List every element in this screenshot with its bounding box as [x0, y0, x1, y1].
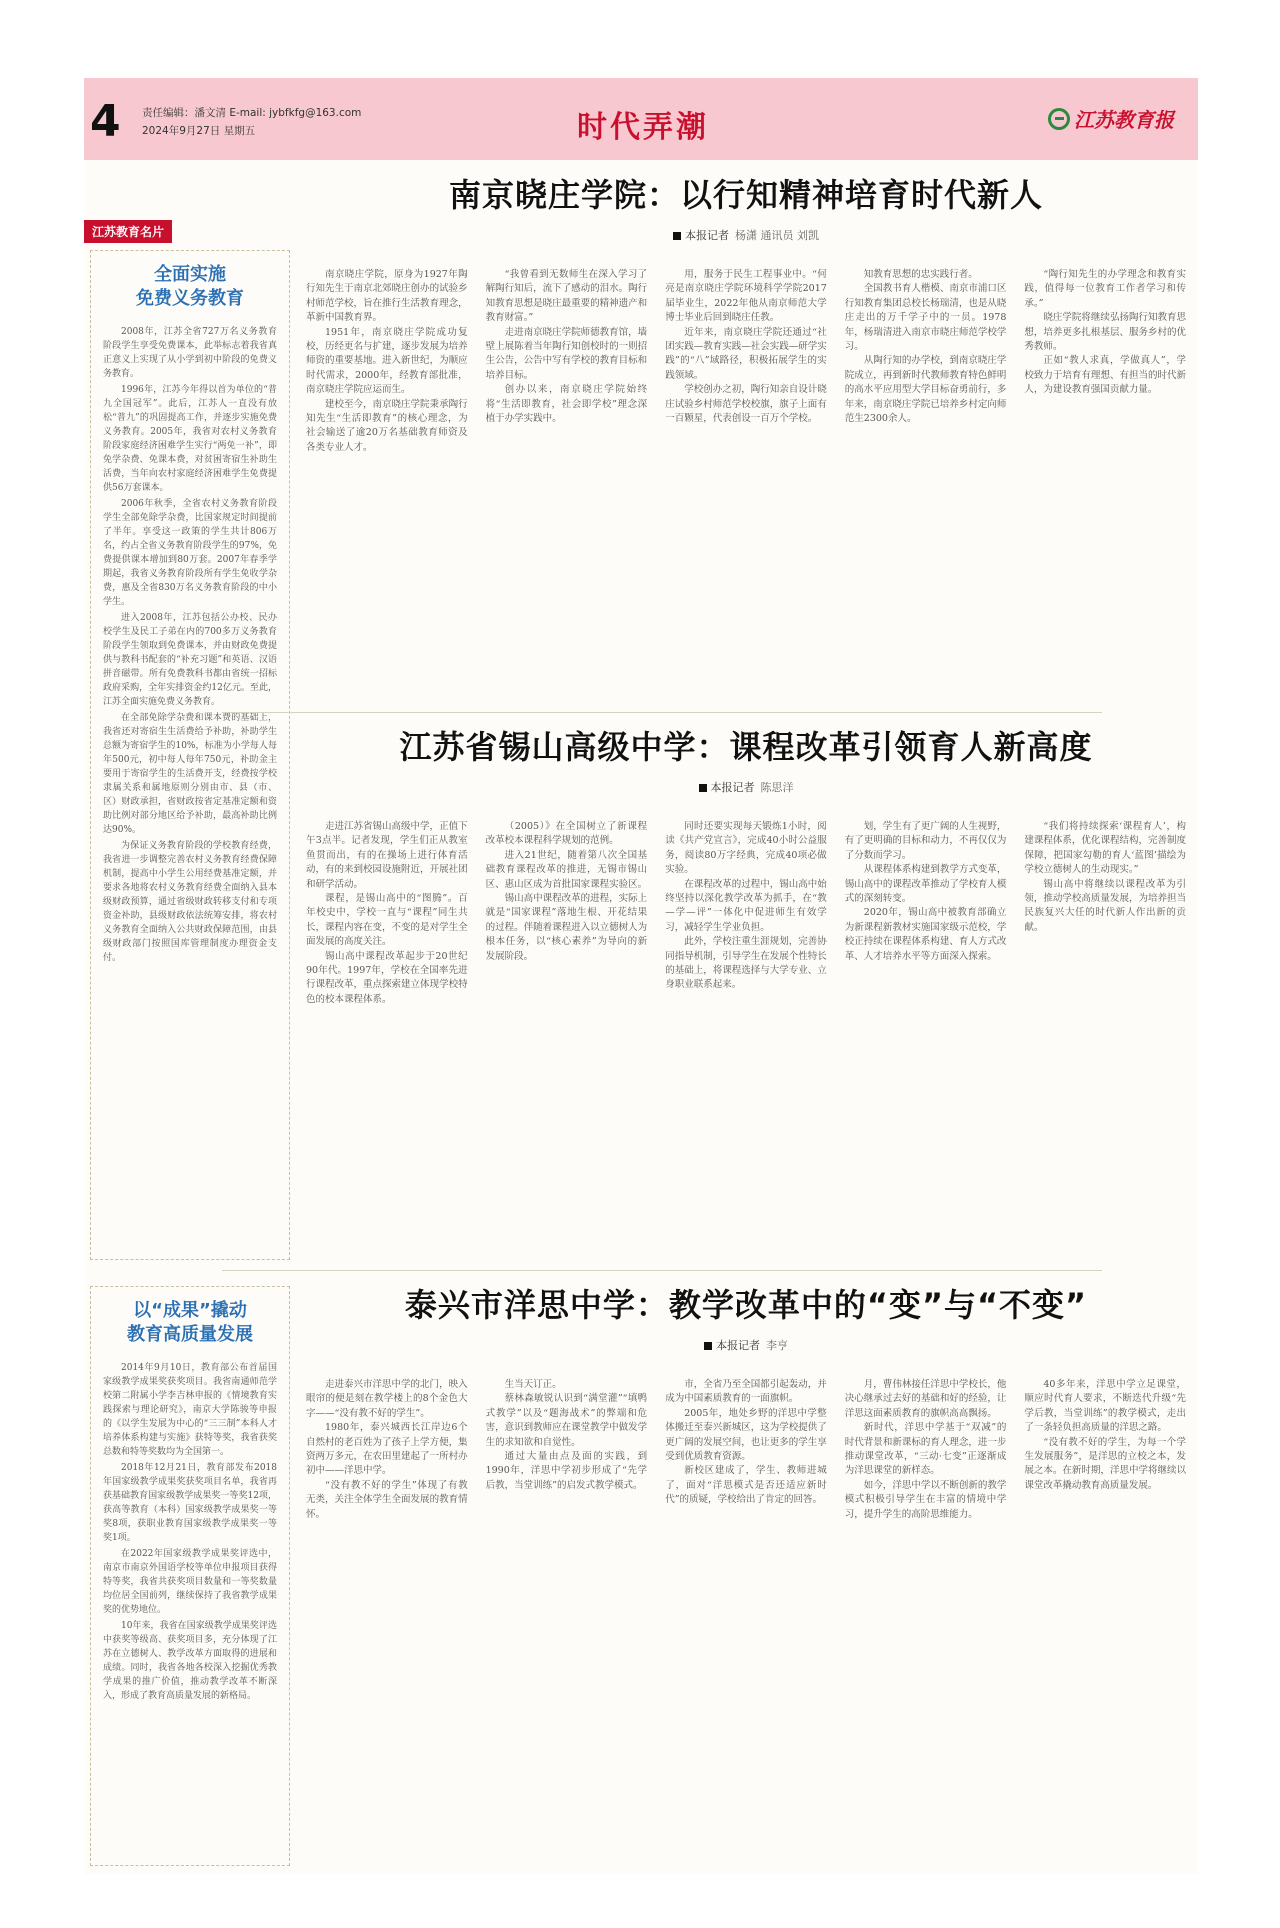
brand-e-icon [1048, 108, 1070, 130]
article-paragraph: 划，学生有了更广阔的人生视野，有了更明确的目标和动力，不再仅仅为了分数而学习。 [844, 821, 1007, 861]
article-paragraph: 锡山高中课程改革的进程，实际上就是“国家课程”落地生根、开花结果的过程。伴随着课程进入以立德树人为根本任务，以“核心素养”为导向的新发展阶段。 [485, 893, 648, 962]
article-column [486, 1378, 648, 1908]
article-column [665, 1378, 827, 1908]
article-column [306, 268, 468, 698]
article-paragraph: 从课程体系构建到教学方式变革，锡山高中的课程改革推动了学校育人模式的深刻转变。 [844, 864, 1007, 905]
sidebar-paragraph: 2014年9月10日，教育部公布首届国家级教学成果奖获奖项目。我省南通师范学校第二附属小学李吉林申报的《情境教育实践探索与理论研究》，南京大学陈骏等申报的《以学生发展为中心的“三三制”本科人才培养体系构建与实施》获特等奖，我省获奖总数和特等奖数均为全国第一。 [103, 1363, 277, 1457]
article-columns [306, 268, 1186, 698]
sidebar-box-teaching-achievements [90, 1286, 290, 1866]
sidebar-paragraph: 为保证义务教育阶段的学校教育经费，我省进一步调整完善农村义务教育经费保障机制，提高中小学生公用经费基准定额，并要求各地将农村义务教育经费全面纳入县本级财政预算，通过省级财政转移支付和专项资金补助，县级财政依法统筹安排，将农村义务教育全面纳入公共财政保障范围，由县级财政部门按照国库管理制度办理资金支付。 [103, 841, 277, 963]
article-paragraph: “没有教不好的学生，为每一个学生发展服务”，是洋思的立校之本，发展之本。在新时期，洋思中学将继续以课堂改革撬动教育高质量发展。 [1024, 1436, 1186, 1491]
article-paragraph: 1980年，泰兴城西长江岸边6个自然村的老百姓为了孩子上学方便，集资两万多元，在农田里建起了一所村办初中——洋思中学。 [306, 1422, 468, 1477]
editor-line: 责任编辑：潘文清 E-mail: jybfkfg@163.com [142, 107, 362, 119]
article-paragraph: 知教育思想的忠实践行者。 [863, 269, 978, 280]
article-paragraph: 锡山高中课程改革起步于20世纪90年代。1997年，学校在全国率先进行课程改革，重点探索建立体现学校特色的校本课程体系。 [306, 950, 468, 1005]
byline-square-icon [699, 784, 707, 792]
article-yangsi [306, 1280, 1186, 1908]
byline-label: 本报记者 [710, 781, 755, 794]
article-paragraph: 在课程改革的过程中，锡山高中始终坚持以深化教学改革为抓手，在“教—学—评”一体化中促进师生有效学习，减轻学生学业负担。 [665, 878, 827, 933]
article-byline [306, 776, 1186, 800]
section-divider [222, 1270, 1102, 1271]
article-paragraph: 40多年来，洋思中学立足课堂，顺应时代育人要求，不断迭代升级“先学后教，当堂训练”的教学模式，走出了一条轻负担高质量的洋思之路。 [1024, 1379, 1186, 1434]
page-number: 4 [90, 96, 121, 147]
sidebar-title-line: 教育高质量发展 [127, 1324, 253, 1345]
byline-square-icon [673, 232, 681, 240]
sidebar-paragraph: 1996年，江苏今年得以首为单位的“普九全国冠军”。此后，江苏人一直没有放松“普九”的巩固提高工作，并逐步实施免费义务教育。2005年，我省对农村义务教育阶段家庭经济困难学生实行“两免一补”，即免学杂费、免课本费，对贫困寄宿生补助生活费，当年向农村家庭经济困难学生免费提供56万套课本。 [103, 385, 277, 493]
sidebar-paragraph: 2008年，江苏全省727万名义务教育阶段学生享受免费课本，此举标志着我省真正意义上实现了从小学到初中阶段的免费义务教育。 [103, 327, 277, 379]
byline-label: 本报记者 [685, 229, 729, 242]
article-column [1024, 820, 1186, 1260]
brand-name: 江苏教育报 [1074, 108, 1174, 132]
article-paragraph: 学校创办之初，陶行知亲自设计晓庄试验乡村师范学校校旗，旗子上面有一百颗星，代表创设一百万个学校。 [665, 384, 827, 425]
sidebar-paragraph: 在2022年国家级教学成果奖评选中，南京市南京外国语学校等单位申报项目获得特等奖，我省共获奖项目数量和一等奖数量均位居全国前列，继续保持了我省教学成果奖的优势地位。 [103, 1549, 277, 1615]
article-columns [306, 820, 1186, 1260]
article-paragraph: 正如“教人求真，学做真人”，学校致力于培育有理想、有担当的时代新人，为建设教育强国贡献力量。 [1024, 355, 1186, 396]
byline-names: 李亨 [766, 1339, 788, 1352]
newspaper-page [84, 78, 1198, 1874]
article-paragraph: 蔡林森敏锐认识到“满堂灌”“填鸭式教学”以及“题海战术”的弊端和危害，意识到教师应在课堂教学中做发学生的求知欲和自觉性。 [485, 1393, 648, 1448]
date-line: 2024年9月27日 星期五 [142, 125, 256, 137]
byline-names: 陈思洋 [760, 781, 794, 794]
article-paragraph: 此外，学校注重生涯规划，完善协同指导机制，引导学生在发展个性特长的基础上，将课程选择与大学专业、立身职业联系起来。 [665, 936, 827, 991]
article-paragraph: 如今，洋思中学以不断创新的教学模式积极引导学生在丰富的情境中学习，提升学生的高阶思维能力。 [844, 1479, 1007, 1520]
article-column [665, 820, 827, 1260]
byline-label: 本报记者 [716, 1339, 760, 1352]
article-paragraph: “没有教不好的学生”体现了有教无类，关注全体学生全面发展的教育情怀。 [306, 1479, 468, 1520]
section-title: 时代弄潮 [577, 110, 709, 145]
article-paragraph: 用，服务于民生工程事业中。“何亮是南京晓庄学院环境科学学院2017届毕业生，2022年他从南京师范大学博士毕业后回到晓庄任教。 [665, 269, 827, 324]
article-paragraph: “陶行知先生的办学理念和教育实践，值得每一位教育工作者学习和传承。” [1024, 269, 1186, 309]
article-paragraph: 建校至今，南京晓庄学院秉承陶行知先生“生活即教育”的核心理念，为社会输送了逾20万名基础教育师资及各类专业人才。 [306, 398, 468, 453]
byline-names: 杨潇 通讯员 刘凯 [735, 229, 819, 242]
article-paragraph: 走进泰兴市洋思中学的北门，映入眼帘的便是刻在教学楼上的8个金色大字——“没有教不好的学生”。 [306, 1379, 468, 1419]
article-column [1024, 1378, 1186, 1908]
article-paragraph: 新时代，洋思中学基于“双减”的时代背景和新课标的育人理念，进一步推动课堂改革，“三动·七变”正逐渐成为洋思课堂的新样态。 [844, 1422, 1007, 1477]
article-title: 江苏省锡山高级中学：课程改革引领育人新高度 [399, 728, 1093, 766]
article-paragraph: “我曾看到无数师生在深入学习了解陶行知后，流下了感动的泪水。陶行知教育思想是晓庄最重要的精神遗产和教育财富。” [485, 269, 648, 324]
article-title: 泰兴市洋思中学：教学改革中的“变”与“不变” [404, 1286, 1088, 1324]
article-column [845, 820, 1007, 1260]
article-column [486, 820, 648, 1260]
sidebar-paragraph: 2006年秋季，全省农村义务教育阶段学生全部免除学杂费，比国家规定时间提前了半年。享受这一政策的学生共计806万名，约占全省义务教育阶段学生的97%，免费提供课本增加到80万套。2007年春季学期起，我省义务教育阶段所有学生免收学杂费，惠及全省830万名义务教育阶段的中小学生。 [103, 499, 277, 607]
article-byline [306, 1334, 1186, 1358]
sidebar-box-title [99, 263, 281, 311]
article-paragraph: （2005）》在全国树立了新课程改革校本课程科学规划的范例。 [485, 821, 648, 847]
article-paragraph: 生当天订正。 [504, 1379, 562, 1390]
article-paragraph: 月，曹伟林接任洋思中学校长，他决心继承过去好的基础和好的经验，让洋思这面素质教育的旗帜高高飘扬。 [844, 1379, 1007, 1419]
article-paragraph: 2020年，锡山高中被教育部确立为新课程新教材实施国家级示范校，学校正持续在课程体系构建、育人方式改革、人才培养水平等方面深入探索。 [844, 907, 1007, 962]
article-column [1024, 268, 1186, 698]
article-paragraph: 同时还要实现每天锻炼1小时，阅读《共产党宣言》，完成40小时公益服务，阅读80万字经典，完成40项必做实验。 [665, 821, 827, 876]
article-xishan [306, 722, 1186, 1260]
sidebar [84, 220, 294, 1874]
article-paragraph: 课程，是锡山高中的“图腾”。百年校史中，学校一直与“课程”同生共长，课程内容在变，不变的是对学生全面发展的高度关注。 [306, 893, 468, 948]
article-paragraph: 创办以来，南京晓庄学院始终将“生活即教育，社会即学校”理念深植于办学实践中。 [485, 384, 648, 425]
sidebar-paragraph: 2018年12月21日，教育部发布2018年国家级教学成果奖获奖项目名单，我省再获基础教育国家级教学成果奖一等奖12项，获高等教育（本科）国家级教学成果奖一等奖8项，获职业教育国家级教学成果奖一等奖1项。 [103, 1463, 277, 1543]
article-column [306, 820, 468, 1260]
sidebar-paragraph: 10年来，我省在国家级教学成果奖评选中获奖等级高、获奖项目多，充分体现了江苏在立德树人、教学改革方面取得的进展和成绩。同时，我省各地各校深入挖掘优秀教学成果的推广价值，推动教学改革不断深入，形成了教育高质量发展的新格局。 [103, 1621, 277, 1701]
article-column [845, 1378, 1007, 1908]
article-title: 南京晓庄学院：以行知精神培育时代新人 [448, 176, 1043, 214]
sidebar-paragraph: 在全部免除学杂费和课本费的基础上，我省还对寄宿生生活费给予补助，补助学生总额为寄宿学生的10%，标准为小学每人每年500元，初中每人每年750元，补助金主要用于寄宿学生的生活费开支，经费按学校隶属关系和属地原则分别由市、县（市、区）财政承担，省财政按省定基准定额和资助比例对部分地区给予补助，最高补助比例达90%。 [103, 713, 277, 835]
page-header [84, 78, 1198, 160]
sidebar-title-line: 以“成果”撬动 [133, 1300, 247, 1321]
article-column [665, 268, 827, 698]
article-paragraph: 锡山高中将继续以课程改革为引领，推动学校高质量发展，为培养担当民族复兴大任的时代新人作出新的贡献。 [1024, 878, 1186, 933]
sidebar-paragraph: 进入2008年，江苏包括公办校、民办校学生及民工子弟在内的700多万义务教育阶段学生领取到免费课本，并由财政免费提供与教科书配套的“补充习题”和英语、汉语拼音磁带。所有免费教科书都由省统一招标政府采购，全年实排资金约12亿元。至此，江苏全面实施免费义务教育。 [103, 613, 277, 707]
sidebar-box-body [91, 1361, 289, 1703]
article-paragraph: 全国教书育人楷模、南京市浦口区行知教育集团总校长杨瑞清，也是从晓庄走出的万千学子中的一员。1978年，杨瑞清进入南京市晓庄师范学校学习。 [844, 283, 1007, 353]
article-column [306, 1378, 468, 1908]
byline-square-icon [704, 1342, 712, 1350]
article-paragraph: 1951年，南京晓庄学院成功复校，历经更名与扩建，逐步发展为培养师资的重要基地。进入新世纪，为顺应时代需求，2000年，经教育部批准，南京晓庄学院应运而生。 [306, 326, 468, 396]
article-byline [306, 224, 1186, 248]
article-paragraph: 通过大量由点及面的实践，到1990年，洋思中学初步形成了“先学后教，当堂训练”的启发式教学模式。 [485, 1451, 648, 1491]
article-column [486, 268, 648, 698]
article-paragraph: 市，全省乃至全国都引起轰动，并成为中国素质教育的一面旗帜。 [665, 1379, 827, 1405]
article-paragraph: 新校区建成了，学生、教师进城了，面对“洋思模式是否还适应新时代”的质疑，学校给出了肯定的回答。 [665, 1465, 827, 1506]
article-paragraph: 走进江苏省锡山高级中学，正值下午3点半。记者发现，学生们正从教室鱼贯而出，有的在操场上进行体育活动，有的来到校园设施附近，开展社团和研学活动。 [306, 821, 468, 890]
article-paragraph: 从陶行知的办学校，到南京晓庄学院成立，再到新时代教师教育特色鲜明的高水平应用型大学目标奋勇前行，多年来，南京晓庄学院已培养乡村定向师范生2300余人。 [844, 355, 1007, 425]
sidebar-title-line: 免费义务教育 [136, 288, 244, 309]
sidebar-tag: 江苏教育名片 [84, 220, 172, 243]
article-columns [306, 1378, 1186, 1908]
article-paragraph: 2005年，地处乡野的洋思中学整体搬迁至泰兴新城区，这为学校提供了更广阔的发展空间，也让更多的学生享受到优质教育资源。 [665, 1407, 827, 1463]
article-paragraph: 进入21世纪，随着第八次全国基础教育课程改革的推进，无锡市锡山区、惠山区成为首批国家课程实验区。 [485, 849, 648, 890]
brand-logo [1048, 104, 1174, 133]
sidebar-title-line: 全面实施 [154, 264, 226, 285]
article-paragraph: 南京晓庄学院，原身为1927年陶行知先生于南京北郊晓庄创办的试验乡村师范学校，旨在推行生活教育理念，革新中国教育界。 [306, 269, 468, 324]
sidebar-box-free-education [90, 250, 290, 1260]
article-paragraph: 近年来，南京晓庄学院还通过“社团实践—教育实践—社会实践—研学实践”的“八”域路径，积极拓展学生的实践领域。 [665, 326, 827, 381]
sidebar-box-body [91, 325, 289, 965]
sidebar-box-title [99, 1299, 281, 1347]
article-paragraph: “我们将持续探索‘课程育人’，构建课程体系，优化课程结构，完善制度保障，把国家勾勒的育人‘蓝图’描绘为学校立德树人的生动现实。” [1024, 821, 1186, 876]
article-paragraph: 走进南京晓庄学院师德教育馆，墙壁上展陈着当年陶行知创校时的一则招生公告，公告中写有学校的教育目标和培养目标。 [485, 326, 648, 381]
article-column [845, 268, 1007, 698]
section-divider [222, 712, 1102, 713]
article-paragraph: 晓庄学院将继续弘扬陶行知教育思想，培养更多扎根基层、服务乡村的优秀教师。 [1024, 312, 1186, 353]
article-xiaozhuang [306, 170, 1186, 698]
